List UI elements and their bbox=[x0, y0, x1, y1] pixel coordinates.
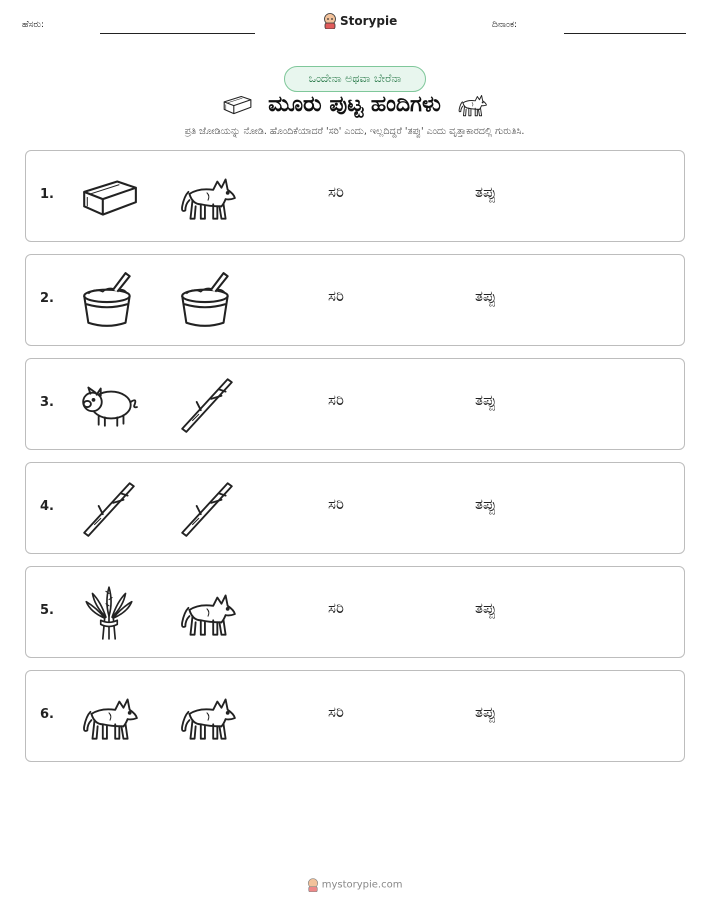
wolf-icon bbox=[176, 165, 238, 227]
question-number: 1. bbox=[40, 187, 54, 202]
question-card bbox=[25, 462, 685, 554]
wolf-icon bbox=[176, 581, 238, 643]
date-label: ದಿನಾಂಕ: bbox=[492, 20, 518, 30]
page-title: ಮೂರು ಪುಟ್ಟ ಹಂದಿಗಳು bbox=[268, 91, 441, 117]
straw-bundle-icon bbox=[78, 581, 140, 643]
question-card bbox=[25, 566, 685, 658]
question-card bbox=[25, 150, 685, 242]
option-wrong[interactable]: ತಪ್ಪು bbox=[475, 599, 497, 617]
brick-icon bbox=[221, 88, 253, 120]
brick-icon bbox=[78, 165, 140, 227]
option-wrong[interactable]: ತಪ್ಪು bbox=[475, 495, 497, 513]
storypie-mascot-icon bbox=[323, 13, 337, 29]
storypie-mascot-icon bbox=[307, 878, 319, 892]
wolf-icon bbox=[456, 88, 488, 120]
mortar-bucket-icon bbox=[176, 269, 238, 331]
name-label: ಹೆಸರು: bbox=[22, 20, 45, 30]
stick-icon bbox=[176, 373, 238, 435]
page-header bbox=[0, 0, 709, 50]
option-correct[interactable]: ಸರಿ bbox=[328, 183, 344, 201]
wolf-icon bbox=[176, 685, 238, 747]
date-line[interactable] bbox=[564, 33, 686, 34]
stick-icon bbox=[78, 477, 140, 539]
mortar-bucket-icon bbox=[78, 269, 140, 331]
question-card bbox=[25, 254, 685, 346]
question-number: 6. bbox=[40, 707, 54, 722]
stick-icon bbox=[176, 477, 238, 539]
worksheet-type-badge: ಒಂದೇನಾ ಅಥವಾ ಬೇರೆನಾ bbox=[284, 66, 426, 92]
option-wrong[interactable]: ತಪ್ಪು bbox=[475, 703, 497, 721]
brand-name: Storypie bbox=[340, 14, 398, 28]
name-line[interactable] bbox=[100, 33, 255, 34]
option-correct[interactable]: ಸರಿ bbox=[328, 599, 344, 617]
question-card bbox=[25, 670, 685, 762]
option-correct[interactable]: ಸರಿ bbox=[328, 703, 344, 721]
option-wrong[interactable]: ತಪ್ಪು bbox=[475, 287, 497, 305]
page-footer bbox=[0, 878, 709, 892]
question-number: 4. bbox=[40, 499, 54, 514]
wolf-icon bbox=[78, 685, 140, 747]
option-wrong[interactable]: ತಪ್ಪು bbox=[475, 391, 497, 409]
footer-url[interactable]: mystorypie.com bbox=[321, 879, 403, 891]
question-card bbox=[25, 358, 685, 450]
option-correct[interactable]: ಸರಿ bbox=[328, 495, 344, 513]
question-number: 2. bbox=[40, 291, 54, 306]
option-correct[interactable]: ಸರಿ bbox=[328, 287, 344, 305]
option-correct[interactable]: ಸರಿ bbox=[328, 391, 344, 409]
brand-logo bbox=[323, 13, 397, 29]
question-number: 3. bbox=[40, 395, 54, 410]
question-number: 5. bbox=[40, 603, 54, 618]
pig-icon bbox=[78, 373, 140, 435]
instructions: ಪ್ರತಿ ಜೋಡಿಯನ್ನು ನೋಡಿ. ಹೊಂದಿಕೆಯಾದರೆ 'ಸರಿ' ಎಂದು, ಇಲ್ಲದಿದ್ದರೆ 'ತಪ್ಪು' ಎಂದು ವೃತ್ತಾಕಾರದಲ್ಲಿ ಗುರುತಿಸಿ. bbox=[184, 126, 525, 137]
option-wrong[interactable]: ತಪ್ಪು bbox=[475, 183, 497, 201]
page-title-row bbox=[0, 88, 709, 120]
